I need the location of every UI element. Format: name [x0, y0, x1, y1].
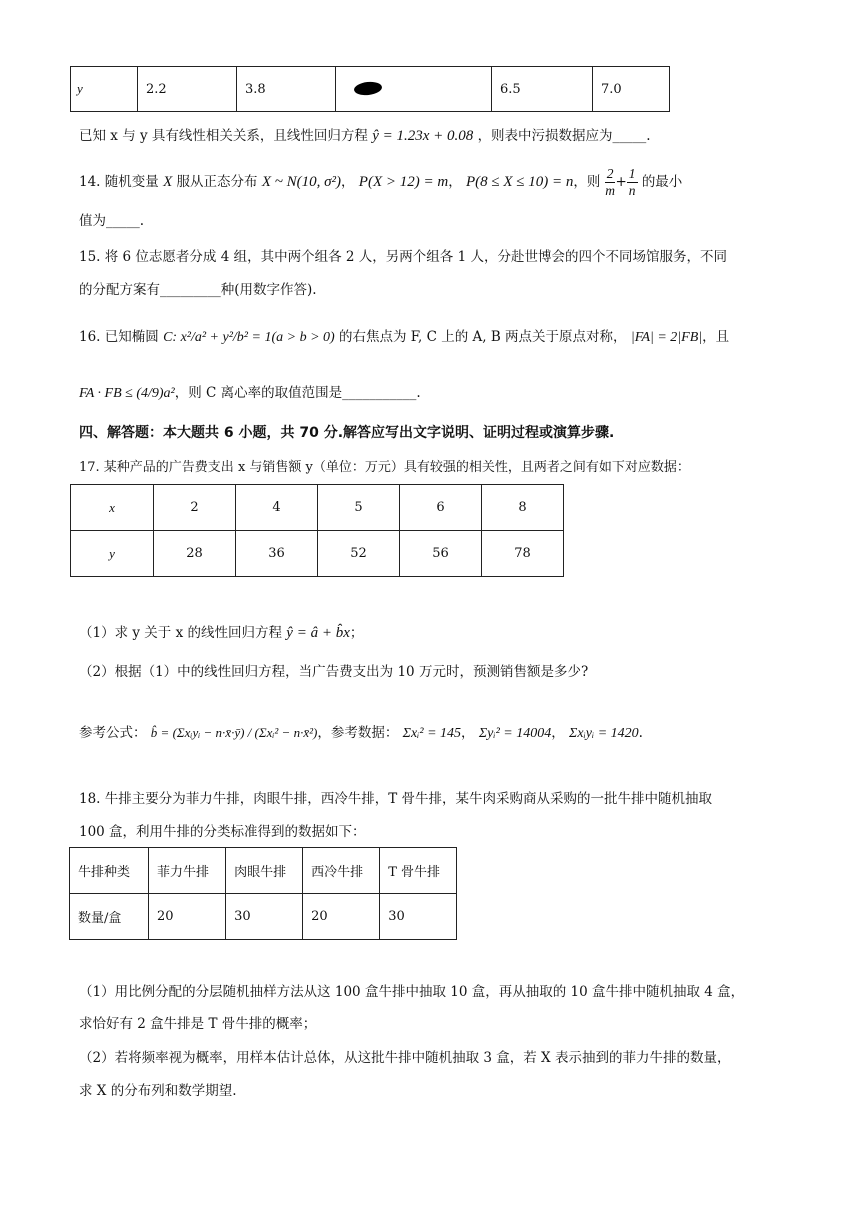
q18-header-cell: 牛排种类 [70, 848, 149, 894]
q17-row-label-x: x [71, 485, 154, 531]
q17-x-cell: 6 [400, 485, 482, 531]
q14-line1: 14. 随机变量 X 服从正态分布 X ~ N(10, σ²)， P(X > 12) = m， P(8 ≤ X ≤ 10) = n，则 $\frac{2}{m}$ + $\frac{1}{n}$ 的最小 [79, 166, 683, 198]
ink-smudge [353, 81, 382, 97]
top-table-cell: 6.5 [492, 67, 593, 112]
q16-ellipse-equation: C: x²/a² + y²/b² = 1(a > b > 0) [163, 330, 335, 345]
q16-line2-post: ，则 C 离心率的取值范围是___________. [174, 385, 421, 401]
q17-intro: 17. 某种产品的广告费支出 x 与销售额 y（单位：万元）具有较强的相关性，且两者之间有如下对应数据： [79, 460, 690, 475]
q16-and: ，且 [702, 329, 730, 345]
q17-ref-formula: b̂ = (Σxᵢyᵢ − n·x̄·ȳ) / (Σxᵢ² − n·x̄²) [150, 725, 318, 740]
q18-count-cell: 20 [303, 894, 380, 940]
q17-y-cell: 52 [318, 531, 400, 577]
q18-header-cell: T 骨牛排 [380, 848, 457, 894]
q14-end: 的最小 [641, 174, 683, 190]
q17-ref-data-3: Σxᵢyᵢ = 1420 [569, 726, 639, 741]
q17-x-cell: 5 [318, 485, 400, 531]
top-table-cell: 7.0 [593, 67, 670, 112]
q18-part2-line1: （2）若将频率视为概率，用样本估计总体，从这批牛排中随机抽取 3 盒，若 X 表示抽到的菲力牛排的数量， [79, 1050, 731, 1066]
q14-line2: 值为_____. [79, 213, 145, 229]
q18-count-cell: 20 [149, 894, 226, 940]
q17-x-cell: 4 [236, 485, 318, 531]
q14-prob-n: P(8 ≤ X ≤ 10) = n [466, 174, 574, 190]
q14-mid: 服从正态分布 [176, 174, 258, 190]
q17-row-label-y: y [71, 531, 154, 577]
q17-part1-pre: （1）求 y 关于 x 的线性回归方程 [79, 625, 282, 641]
q18-line1: 18. 牛排主要分为菲力牛排，肉眼牛排，西冷牛排，T 骨牛排，某牛肉采购商从采购的一批牛排中随机抽取 [79, 791, 713, 807]
q17-part1-post: ； [349, 625, 364, 641]
q18-header-cell: 菲力牛排 [149, 848, 226, 894]
q15-line2: 的分配方案有_________种(用数字作答). [79, 282, 317, 298]
q17-y-cell: 28 [154, 531, 236, 577]
q13-post: ，则表中污损数据应为_____. [477, 128, 651, 144]
q18-line2: 100 盒，利用牛排的分类标准得到的数据如下： [79, 824, 366, 840]
q17-y-cell: 78 [482, 531, 564, 577]
top-table-smudged-cell [336, 67, 492, 112]
q14-prob-m: P(X > 12) = m [358, 174, 449, 190]
q17-ref-label: 参考公式： [79, 725, 147, 741]
q14-fraction-2-over-m: $\frac{2}{m}$ [605, 166, 615, 198]
q18-part2-line2: 求 X 的分布列和数学期望. [79, 1083, 237, 1099]
q17-ref-data-label: ，参考数据： [317, 725, 399, 741]
q18-row-label: 数量/盒 [70, 894, 149, 940]
q16-mid: 的右焦点为 F, C 上的 A, B 两点关于原点对称， [338, 329, 627, 345]
q16-condition-distance: |FA| = 2|FB| [630, 330, 703, 345]
q17-part2: （2）根据（1）中的线性回归方程，当广告费支出为 10 万元时，预测销售额是多少? [79, 664, 589, 680]
q18-part1-line1: （1）用比例分配的分层随机抽样方法从这 100 盒牛排中抽取 10 盒，再从抽取的 10 盒牛排中随机抽取 4 盒， [79, 984, 745, 1000]
q14-pre: 14. 随机变量 [79, 174, 159, 190]
q14-fraction-1-over-n: $\frac{1}{n}$ [628, 166, 636, 198]
q17-ref-data-2: Σyᵢ² = 14004 [478, 726, 552, 741]
q13-text [79, 125, 651, 147]
q13-pre: 已知 x 与 y 具有线性相关关系，且线性回归方程 [79, 128, 368, 144]
q17-ref-data-1: Σxᵢ² = 145 [402, 726, 462, 741]
top-table-cell: 3.8 [237, 67, 336, 112]
section-4-title: 四、解答题：本大题共 6 小题，共 70 分.解答应写出文字说明、证明过程或演算步骤. [79, 425, 615, 441]
q17-y-cell: 56 [400, 531, 482, 577]
q18-count-cell: 30 [226, 894, 303, 940]
q18-header-cell: 肉眼牛排 [226, 848, 303, 894]
q16-condition-dot-product: FA · FB ≤ (4/9)a² [79, 386, 175, 401]
q18-data-table [69, 847, 457, 940]
q17-part1 [79, 622, 363, 644]
q18-part1-line2: 求恰好有 2 盒牛排是 T 骨牛排的概率； [79, 1016, 317, 1032]
top-table-cell: 2.2 [138, 67, 237, 112]
q16-line2 [79, 382, 421, 405]
top-data-table [70, 66, 670, 112]
q14-then: ，则 [573, 174, 601, 190]
q17-x-cell: 2 [154, 485, 236, 531]
q15-line1: 15. 将 6 位志愿者分成 4 组，其中两个组各 2 人，另两个组各 1 人，分赴世博会的四个不同场馆服务，不同 [79, 249, 727, 265]
top-table-row-label: y [71, 67, 138, 112]
q14-var-x: X [163, 174, 173, 190]
q16-pre: 16. 已知椭圆 [79, 329, 159, 345]
q16-line1 [79, 326, 729, 349]
q17-x-cell: 8 [482, 485, 564, 531]
q17-y-cell: 36 [236, 531, 318, 577]
q17-regression-form: ŷ = â + b̂x [286, 625, 350, 641]
q18-count-cell: 30 [380, 894, 457, 940]
q14-distribution: X ~ N(10, σ²) [261, 174, 341, 190]
q17-reference: 参考公式： b̂ = (Σxᵢyᵢ − n·x̄·ȳ) / (Σxᵢ² − n·x̄²)，参考数据： Σxᵢ² = 145， Σyᵢ² = 14004， Σxᵢyᵢ = 1420. [79, 725, 643, 741]
q18-header-cell: 西冷牛排 [303, 848, 380, 894]
q17-data-table [70, 484, 564, 577]
q13-regression-equation: ŷ = 1.23x + 0.08 [372, 128, 474, 144]
